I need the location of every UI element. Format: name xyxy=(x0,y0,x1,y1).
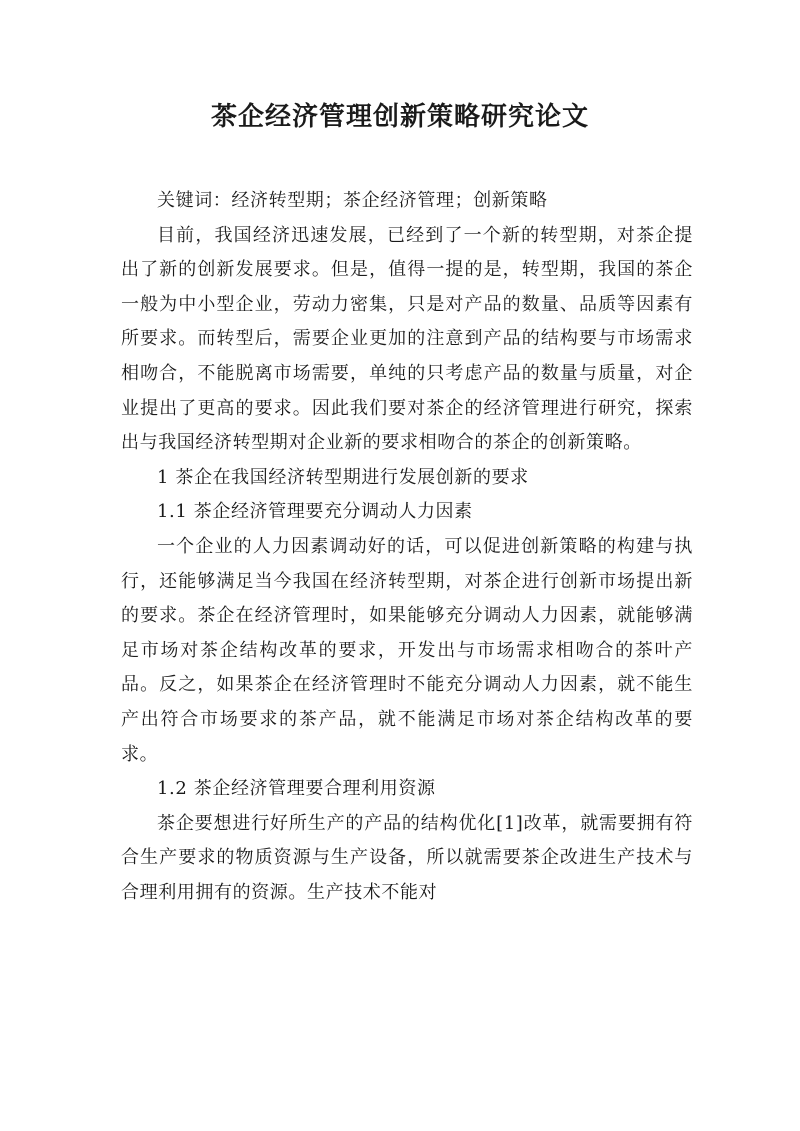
subsection-heading-1-2: 1.2 茶企经济管理要合理利用资源 xyxy=(157,778,436,800)
intro-paragraph: 目前，我国经济迅速发展，已经到了一个新的转型期，对茶企提出了新的创新发展要求。但是，值得一提的是，转型期，我国的茶企一般为中小型企业，劳动力密集，只是对产品的数量、品质等因素有所要求。而转型后，需要企业更加的注意到产品的结构要与市场需求相吻合，不能脱离市场需要，单纯的只考虑产品的数量与质量，对企业提出了更高的要求。因此我们要对茶企的经济管理进行研究，探索出与我国经济转型期对企业新的要求相吻合的茶企的创新策略。 xyxy=(121,224,693,454)
document-title: 茶企经济管理创新策略研究论文 xyxy=(210,102,589,132)
subsection-heading-1-1: 1.1 茶企经济管理要充分调动人力因素 xyxy=(157,501,473,523)
keywords-line: 关键词：经济转型期；茶企经济管理；创新策略 xyxy=(157,190,548,211)
section-heading-1: 1 茶企在我国经济转型期进行发展创新的要求 xyxy=(157,466,529,488)
paragraph-1-2: 茶企要想进行好所生产的产品的结构优化[1]改革，就需要拥有符合生产要求的物质资源与生产设备，所以就需要茶企改进生产技术与合理利用拥有的资源。生产技术不能对 xyxy=(121,812,693,903)
paragraph-1-1: 一个企业的人力因素调动好的话，可以促进创新策略的构建与执行，还能够满足当今我国在经济转型期，对茶企进行创新市场提出新的要求。茶企在经济管理时，如果能够充分调动人力因素，就能够满足市场对茶企结构改革的要求，开发出与市场需求相吻合的茶叶产品。反之，如果茶企在经济管理时不能充分调动人力因素，就不能生产出符合市场要求的茶产品，就不能满足市场对茶企结构改革的要求。 xyxy=(121,535,693,765)
document-body xyxy=(121,184,693,910)
